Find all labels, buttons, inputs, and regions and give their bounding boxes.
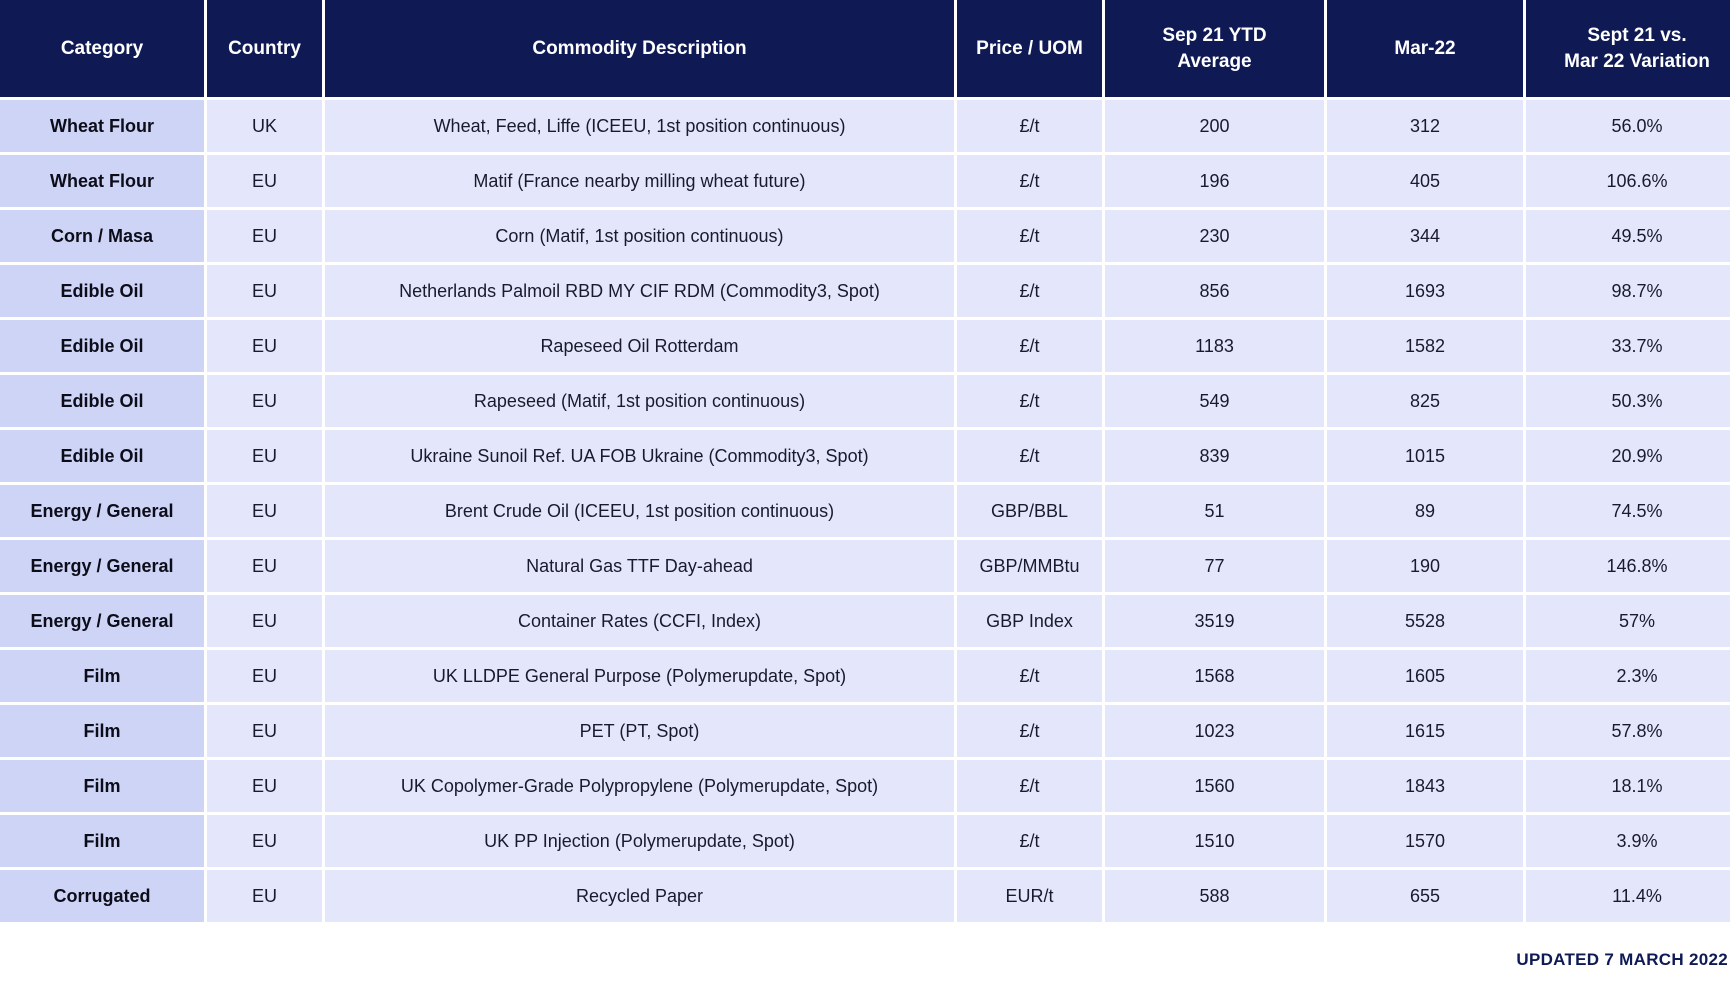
cell-variation: 57% bbox=[1526, 595, 1730, 647]
cell-mar22: 825 bbox=[1327, 375, 1523, 427]
cell-sep21-ytd-average: 1568 bbox=[1105, 650, 1324, 702]
cell-variation: 49.5% bbox=[1526, 210, 1730, 262]
cell-country: EU bbox=[207, 155, 322, 207]
cell-sep21-ytd-average: 77 bbox=[1105, 540, 1324, 592]
cell-mar22: 405 bbox=[1327, 155, 1523, 207]
cell-price-uom: £/t bbox=[957, 430, 1102, 482]
cell-commodity-description: UK LLDPE General Purpose (Polymerupdate, Spot) bbox=[325, 650, 954, 702]
cell-category: Film bbox=[0, 760, 204, 812]
cell-price-uom: GBP/BBL bbox=[957, 485, 1102, 537]
cell-mar22: 89 bbox=[1327, 485, 1523, 537]
cell-sep21-ytd-average: 1183 bbox=[1105, 320, 1324, 372]
cell-country: EU bbox=[207, 705, 322, 757]
cell-sep21-ytd-average: 1560 bbox=[1105, 760, 1324, 812]
cell-price-uom: £/t bbox=[957, 210, 1102, 262]
cell-price-uom: £/t bbox=[957, 100, 1102, 152]
cell-country: EU bbox=[207, 815, 322, 867]
cell-mar22: 344 bbox=[1327, 210, 1523, 262]
cell-commodity-description: Ukraine Sunoil Ref. UA FOB Ukraine (Commodity3, Spot) bbox=[325, 430, 954, 482]
header-category: Category bbox=[0, 0, 204, 97]
cell-country: EU bbox=[207, 595, 322, 647]
cell-country: EU bbox=[207, 760, 322, 812]
cell-category: Wheat Flour bbox=[0, 155, 204, 207]
cell-sep21-ytd-average: 549 bbox=[1105, 375, 1324, 427]
header-mar22: Mar-22 bbox=[1327, 0, 1523, 97]
cell-sep21-ytd-average: 196 bbox=[1105, 155, 1324, 207]
cell-variation: 50.3% bbox=[1526, 375, 1730, 427]
header-sep21-ytd-average: Sep 21 YTD Average bbox=[1105, 0, 1324, 97]
cell-commodity-description: Rapeseed Oil Rotterdam bbox=[325, 320, 954, 372]
cell-sep21-ytd-average: 3519 bbox=[1105, 595, 1324, 647]
cell-price-uom: EUR/t bbox=[957, 870, 1102, 922]
cell-price-uom: £/t bbox=[957, 265, 1102, 317]
cell-sep21-ytd-average: 588 bbox=[1105, 870, 1324, 922]
cell-category: Energy / General bbox=[0, 540, 204, 592]
cell-price-uom: £/t bbox=[957, 375, 1102, 427]
cell-variation: 3.9% bbox=[1526, 815, 1730, 867]
cell-commodity-description: UK Copolymer-Grade Polypropylene (Polymerupdate, Spot) bbox=[325, 760, 954, 812]
cell-mar22: 655 bbox=[1327, 870, 1523, 922]
cell-category: Energy / General bbox=[0, 485, 204, 537]
cell-commodity-description: Netherlands Palmoil RBD MY CIF RDM (Commodity3, Spot) bbox=[325, 265, 954, 317]
header-country: Country bbox=[207, 0, 322, 97]
cell-variation: 11.4% bbox=[1526, 870, 1730, 922]
cell-variation: 2.3% bbox=[1526, 650, 1730, 702]
cell-country: EU bbox=[207, 320, 322, 372]
cell-category: Edible Oil bbox=[0, 265, 204, 317]
cell-category: Edible Oil bbox=[0, 375, 204, 427]
cell-commodity-description: Natural Gas TTF Day-ahead bbox=[325, 540, 954, 592]
cell-variation: 56.0% bbox=[1526, 100, 1730, 152]
cell-category: Energy / General bbox=[0, 595, 204, 647]
cell-mar22: 312 bbox=[1327, 100, 1523, 152]
cell-commodity-description: Recycled Paper bbox=[325, 870, 954, 922]
cell-country: EU bbox=[207, 210, 322, 262]
cell-commodity-description: PET (PT, Spot) bbox=[325, 705, 954, 757]
cell-mar22: 1605 bbox=[1327, 650, 1523, 702]
cell-variation: 20.9% bbox=[1526, 430, 1730, 482]
cell-variation: 57.8% bbox=[1526, 705, 1730, 757]
cell-price-uom: GBP Index bbox=[957, 595, 1102, 647]
cell-category: Corn / Masa bbox=[0, 210, 204, 262]
cell-category: Corrugated bbox=[0, 870, 204, 922]
cell-variation: 18.1% bbox=[1526, 760, 1730, 812]
cell-price-uom: £/t bbox=[957, 650, 1102, 702]
cell-mar22: 1570 bbox=[1327, 815, 1523, 867]
cell-category: Edible Oil bbox=[0, 430, 204, 482]
cell-sep21-ytd-average: 200 bbox=[1105, 100, 1324, 152]
cell-country: UK bbox=[207, 100, 322, 152]
cell-variation: 98.7% bbox=[1526, 265, 1730, 317]
cell-mar22: 5528 bbox=[1327, 595, 1523, 647]
cell-category: Wheat Flour bbox=[0, 100, 204, 152]
header-commodity-description: Commodity Description bbox=[325, 0, 954, 97]
cell-category: Film bbox=[0, 650, 204, 702]
cell-mar22: 190 bbox=[1327, 540, 1523, 592]
updated-date-label: UPDATED 7 MARCH 2022 bbox=[1516, 950, 1728, 969]
header-price-uom: Price / UOM bbox=[957, 0, 1102, 97]
cell-commodity-description: Rapeseed (Matif, 1st position continuous) bbox=[325, 375, 954, 427]
header-variation: Sept 21 vs. Mar 22 Variation bbox=[1526, 0, 1730, 97]
cell-variation: 146.8% bbox=[1526, 540, 1730, 592]
cell-commodity-description: Corn (Matif, 1st position continuous) bbox=[325, 210, 954, 262]
cell-commodity-description: UK PP Injection (Polymerupdate, Spot) bbox=[325, 815, 954, 867]
cell-mar22: 1015 bbox=[1327, 430, 1523, 482]
cell-sep21-ytd-average: 839 bbox=[1105, 430, 1324, 482]
cell-mar22: 1615 bbox=[1327, 705, 1523, 757]
cell-sep21-ytd-average: 1023 bbox=[1105, 705, 1324, 757]
cell-category: Edible Oil bbox=[0, 320, 204, 372]
cell-country: EU bbox=[207, 870, 322, 922]
cell-commodity-description: Brent Crude Oil (ICEEU, 1st position continuous) bbox=[325, 485, 954, 537]
cell-sep21-ytd-average: 230 bbox=[1105, 210, 1324, 262]
cell-country: EU bbox=[207, 430, 322, 482]
cell-price-uom: GBP/MMBtu bbox=[957, 540, 1102, 592]
cell-country: EU bbox=[207, 485, 322, 537]
cell-mar22: 1693 bbox=[1327, 265, 1523, 317]
cell-price-uom: £/t bbox=[957, 155, 1102, 207]
cell-price-uom: £/t bbox=[957, 705, 1102, 757]
cell-variation: 74.5% bbox=[1526, 485, 1730, 537]
cell-category: Film bbox=[0, 815, 204, 867]
cell-mar22: 1582 bbox=[1327, 320, 1523, 372]
cell-variation: 106.6% bbox=[1526, 155, 1730, 207]
cell-price-uom: £/t bbox=[957, 815, 1102, 867]
cell-country: EU bbox=[207, 540, 322, 592]
cell-category: Film bbox=[0, 705, 204, 757]
cell-price-uom: £/t bbox=[957, 320, 1102, 372]
cell-country: EU bbox=[207, 265, 322, 317]
cell-commodity-description: Container Rates (CCFI, Index) bbox=[325, 595, 954, 647]
cell-commodity-description: Wheat, Feed, Liffe (ICEEU, 1st position continuous) bbox=[325, 100, 954, 152]
cell-sep21-ytd-average: 1510 bbox=[1105, 815, 1324, 867]
cell-sep21-ytd-average: 51 bbox=[1105, 485, 1324, 537]
cell-price-uom: £/t bbox=[957, 760, 1102, 812]
cell-commodity-description: Matif (France nearby milling wheat future) bbox=[325, 155, 954, 207]
cell-country: EU bbox=[207, 650, 322, 702]
cell-sep21-ytd-average: 856 bbox=[1105, 265, 1324, 317]
cell-mar22: 1843 bbox=[1327, 760, 1523, 812]
cell-country: EU bbox=[207, 375, 322, 427]
cell-variation: 33.7% bbox=[1526, 320, 1730, 372]
